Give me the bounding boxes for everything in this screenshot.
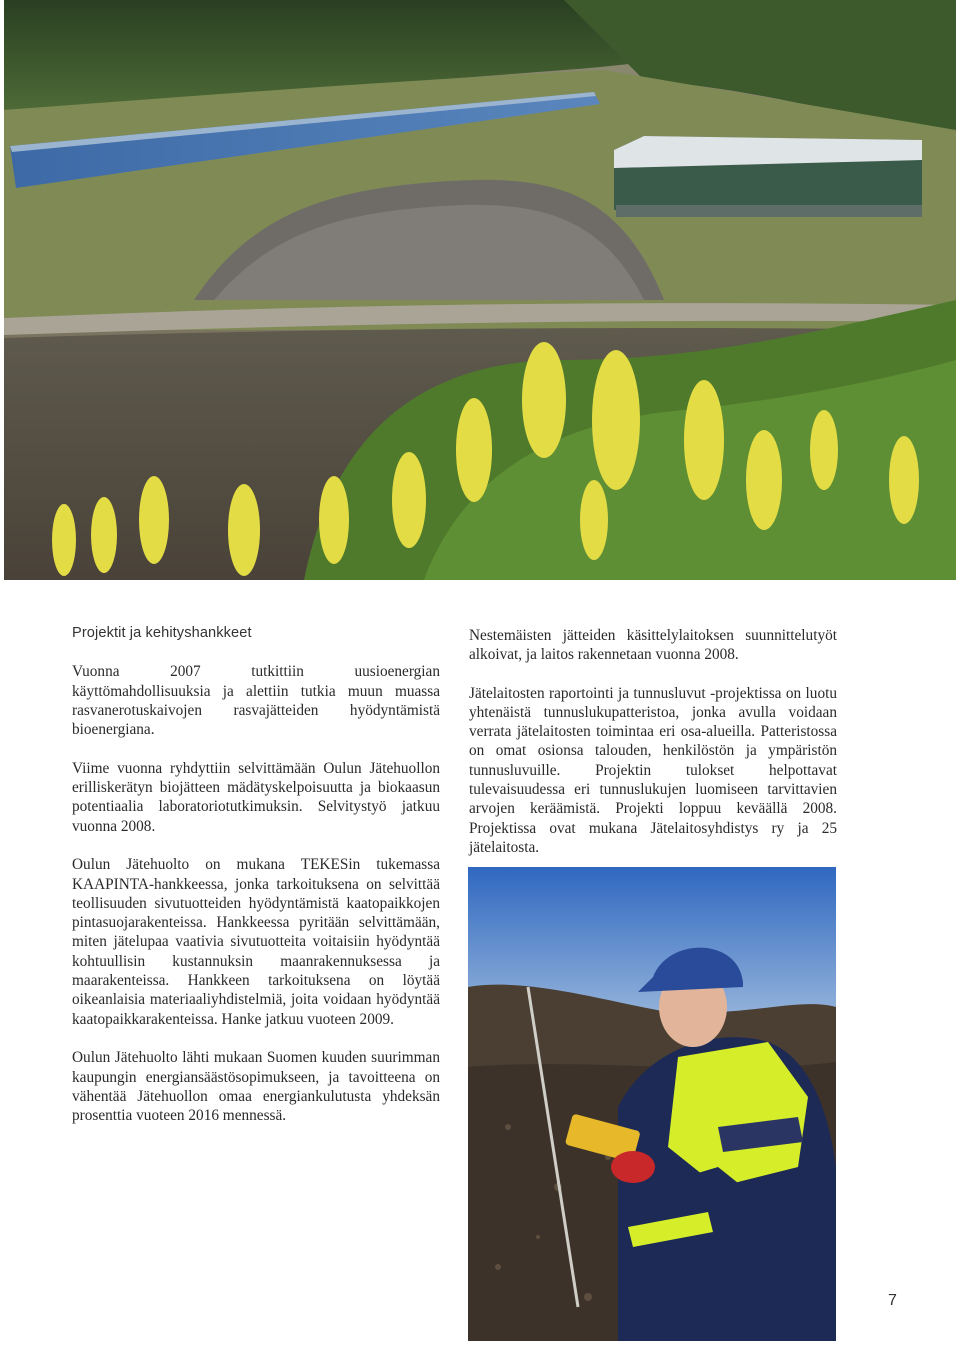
section-heading: Projektit ja kehityshankkeet xyxy=(72,625,252,641)
paragraph: Oulun Jätehuolto lähti mukaan Suomen kuuden suurimman kaupungin energiansäästösopimukseen, ja tavoitteena on vähentää Jätehuollon omaa energiankulutusta yhdeksän prosenttia vuoteen 2016 mennessä. xyxy=(72,1049,440,1125)
landfill-landscape-image xyxy=(4,0,956,580)
worker-photo xyxy=(468,867,836,1341)
paragraph: Oulun Jätehuolto on mukana TEKESin tukemassa KAAPINTA-hankkeessa, jonka tarkoituksena on selvittää teollisuuden sivutuotteiden hyödyntämistä kaatopaikkojen pintasuojarakenteissa. Hankkeessa pyritään selvittämään, miten jätelupaa vaativia sivutuotteita voitaisiin hyödyntää kohtuullisin kustannuksin maanrakennuksessa ja maarakenteissa. Hankkeen tarkoituksena on löytää oikeanlaisia materiaaliyhdistelmiä, joita voidaan hyödyntää kaatopaikkarakenteissa. Hanke jatkuu vuoteen 2009. xyxy=(72,856,440,1028)
paragraph: Nestemäisten jätteiden käsittelylaitoksen suunnittelutyöt alkoivat, ja laitos rakennetaan vuonna 2008. xyxy=(469,627,837,664)
right-text-column xyxy=(469,626,837,876)
paragraph: Viime vuonna ryhdyttiin selvittämään Oulun Jätehuollon erilliskerätyn biojätteen mädätyskelpoisuutta ja biokaasun potentiaalia laboratoriotutkimuksin. Selvitystyö jatkuu vuonna 2008. xyxy=(72,759,440,835)
paragraph: Jätelaitosten raportointi ja tunnusluvut -projektissa on luotu yhtenäistä tunnuslukupatteristoa, jonka avulla voidaan verrata jätelaitosten toimintaa eri osa-alueilla. Patteristossa on omat osionsa talouden, henkilöstön ja ympäristön tunnusluvuille. Projektin tulokset helpottavat tulevaisuudessa eri tunnuslukujen luomiseen tarvittavien arvojen keräämistä. Projekti loppuu keväällä 2008. Projektissa ovat mukana Jätelaitosyhdistys ry ja 25 jätelaitosta. xyxy=(469,684,837,856)
page-number: 7 xyxy=(888,1292,897,1309)
hero-photo-landfill xyxy=(4,0,956,580)
worker-measuring-compost-image xyxy=(468,867,836,1341)
left-text-column xyxy=(72,624,440,1145)
paragraph: Vuonna 2007 tutkittiin uusioenergian käyttömahdollisuuksia ja alettiin tutkia muun muassa rasvanerotuskaivojen rasvajätteiden hyödyntämistä bioenergiana. xyxy=(72,663,440,739)
